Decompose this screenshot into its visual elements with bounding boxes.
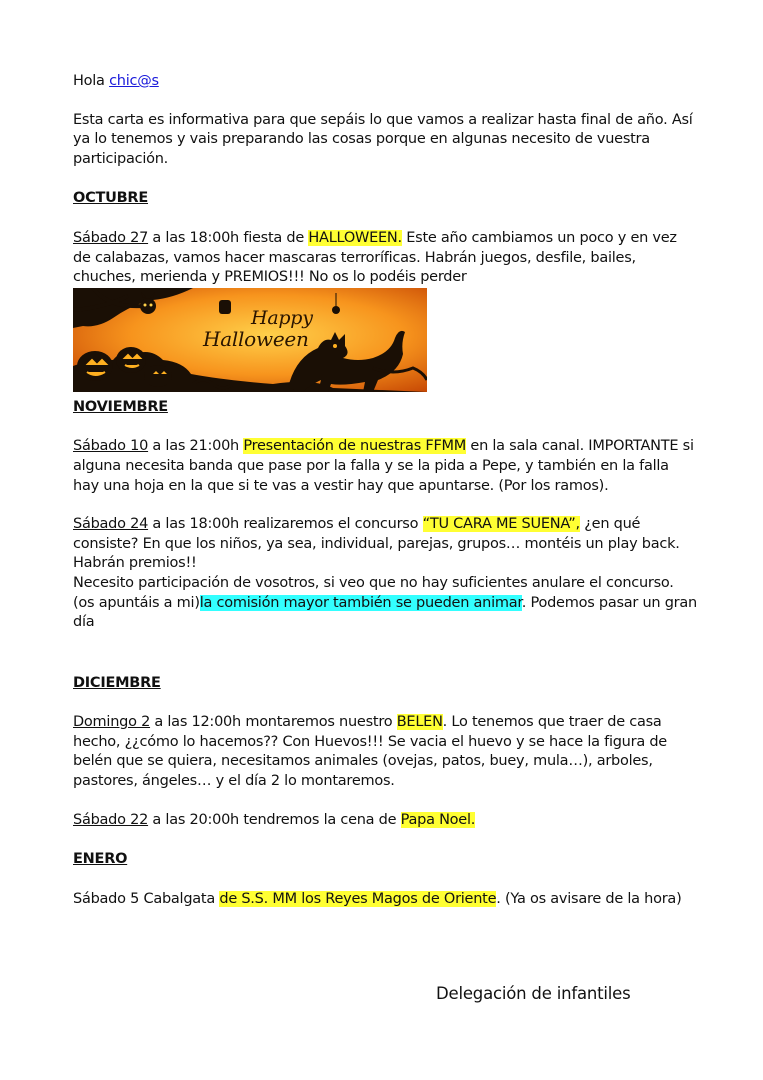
heading-noviembre: NOVIEMBRE <box>73 398 168 415</box>
noviembre-date-2: Sábado 24 <box>73 516 149 533</box>
halloween-banner-image <box>73 288 427 392</box>
noviembre-text-5: Necesito participación de vosotros, si veo que no hay suficientes anulare el concurso. (os apuntáis a mi) <box>73 574 674 611</box>
halloween-highlight: HALLOWEEN. <box>308 229 402 246</box>
heading-diciembre: DICIEMBRE <box>73 674 161 691</box>
diciembre-text-1: a las 12:00h montaremos nuestro <box>150 714 397 731</box>
noviembre-text-4: ¿en qué consiste? En que los niños, ya sea, individual, parejas, grupos… montéis un play back. Habrán premios!! <box>73 516 680 572</box>
noviembre-date-1: Sábado 10 <box>73 438 149 455</box>
octubre-date: Sábado 27 <box>73 229 149 246</box>
diciembre-paragraph-1 <box>73 713 698 791</box>
enero-text-1: Sábado 5 Cabalgata <box>73 890 220 907</box>
noviembre-paragraph-1 <box>73 437 698 496</box>
reyes-magos-highlight: de S.S. MM los Reyes Magos de Oriente <box>219 890 497 907</box>
enero-text-2: . (Ya os avisare de la hora) <box>496 890 682 907</box>
octubre-text-2: Este año cambiamos un poco y en vez de calabazas, vamos hacer mascaras terroríficas. Habrán juegos, desfile, bailes, chuches, merienda y PREMIOS!!! No os lo podéis perder <box>73 229 677 286</box>
noviembre-paragraph-3 <box>73 574 698 633</box>
octubre-paragraph <box>73 229 698 288</box>
tu-cara-me-suena-highlight: “TU CARA ME SUENA”, <box>422 516 580 533</box>
diciembre-text-2: . Lo tenemos que traer de casa hecho, ¿¿cómo lo hacemos?? Con Huevos!!! Se vacia el huevo y se hace la figura de belén que se quiera, necesitamos animales (ovejas, patos, buey, mula…), arboles, pastores, ángeles… y el día 2 lo montaremos. <box>73 714 667 790</box>
intro-paragraph: Esta carta es informativa para que sepáis lo que vamos a realizar hasta final de año. Así ya lo tenemos y vais preparando las cosas porque en algunas necesito de vuestra participación. <box>73 111 693 167</box>
letter-body <box>73 72 698 909</box>
diciembre-date-2: Sábado 22 <box>73 811 149 828</box>
greeting <box>73 72 698 92</box>
signature: Delegación de infantiles <box>436 984 631 1003</box>
octubre-text-1: a las 18:00h fiesta de <box>148 229 309 246</box>
diciembre-paragraph-2 <box>73 811 698 831</box>
banner-text-halloween: Halloween <box>203 326 309 351</box>
ffmm-highlight: Presentación de nuestras FFMM <box>243 438 467 455</box>
heading-enero: ENERO <box>73 851 128 868</box>
heading-octubre: OCTUBRE <box>73 190 149 207</box>
papa-noel-highlight: Papa Noel. <box>400 811 476 828</box>
diciembre-text-3: a las 20:00h tendremos la cena de <box>148 811 401 828</box>
noviembre-paragraph-2 <box>73 515 698 574</box>
comision-mayor-highlight: la comisión mayor también se pueden animar <box>199 594 522 611</box>
diciembre-date-1: Domingo 2 <box>73 714 151 731</box>
noviembre-text-6: . Podemos pasar un gran día <box>73 594 697 631</box>
belen-highlight: BELEN <box>396 714 443 731</box>
banner-text-happy: Happy <box>251 306 313 329</box>
greeting-link[interactable]: chic@s <box>109 73 159 89</box>
greeting-text: Hola <box>73 73 105 89</box>
noviembre-text-2: en la sala canal. IMPORTANTE si alguna necesita banda que pase por la falla y se la pida a Pepe, y también en la falla hay una hoja en la que si te vas a vestir hay que apuntarse. (Por los ramos). <box>73 438 694 494</box>
enero-paragraph <box>73 890 698 910</box>
noviembre-text-1: a las 21:00h <box>148 438 244 455</box>
noviembre-text-3: a las 18:00h realizaremos el concurso <box>148 516 423 533</box>
